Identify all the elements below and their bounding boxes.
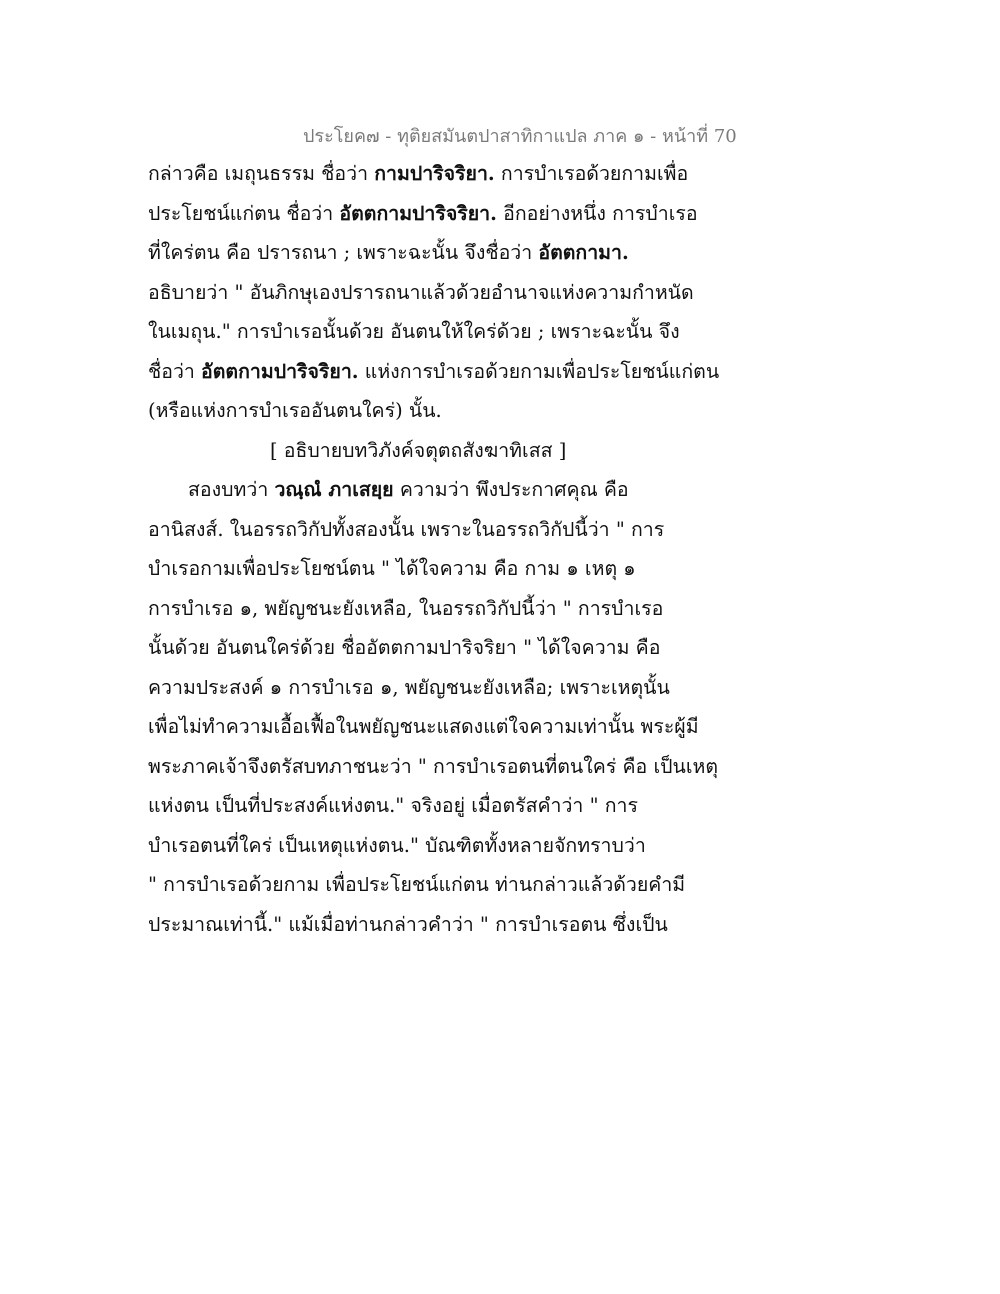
text-line: เพื่อไม่ทำความเอื้อเฟื้อในพยัญชนะแสดงแต่ใจความเท่านั้น พระผู้มี xyxy=(148,715,699,738)
text-line: บำเรอตนที่ใคร่ เป็นเหตุแห่งตน." บัณฑิตทั้งหลายจักทราบว่า xyxy=(148,833,646,857)
section-heading: [ อธิบายบทวิภังค์จตุตถสังฆาทิเสส ] xyxy=(270,438,567,462)
text-line: " การบำเรอด้วยกาม เพื่อประโยชน์แก่ตน ท่านกล่าวแล้วด้วยคำมี xyxy=(148,873,686,896)
text-line: นั้นด้วย อันตนใคร่ด้วย ชื่ออัตตกามปาริจริยา " ได้ใจความ คือ xyxy=(148,636,661,659)
text-line: ในเมถุน." การบำเรอนั้นด้วย อันตนให้ใคร่ด้วย ; เพราะฉะนั้น จึง xyxy=(148,320,680,343)
text-line: บำเรอกามเพื่อประโยชน์ตน " ได้ใจความ คือ กาม ๑ เหตุ ๑ xyxy=(148,557,636,580)
text-line: ที่ใคร่ตน คือ ปรารถนา ; เพราะฉะนั้น จึงชื่อว่า อัตตกามา. xyxy=(148,241,629,264)
text-line: ประมาณเท่านี้." แม้เมื่อท่านกล่าวคำว่า " การบำเรอตน ซึ่งเป็น xyxy=(148,912,668,936)
text-line: ประโยชน์แก่ตน ชื่อว่า อัตตกามปาริจริยา. อีกอย่างหนึ่ง การบำเรอ xyxy=(148,201,698,225)
body-text xyxy=(148,154,720,944)
text-line: ความประสงค์ ๑ การบำเรอ ๑, พยัญชนะยังเหลือ; เพราะเหตุนั้น xyxy=(148,675,670,699)
text-line: แห่งตน เป็นที่ประสงค์แห่งตน." จริงอยู่ เมื่อตรัสคำว่า " การ xyxy=(148,794,638,817)
text-line: อธิบายว่า " อันภิกษุเองปรารถนาแล้วด้วยอำนาจแห่งความกำหนัด xyxy=(148,280,694,304)
text-line: อานิสงส์. ในอรรถวิกัปทั้งสองนั้น เพราะในอรรถวิกัปนี้ว่า " การ xyxy=(148,517,665,541)
page-header: ประโยค๗ - ทุติยสมันตปาสาทิกาแปล ภาค ๑ - หน้าที่ 70 xyxy=(303,126,737,147)
text-line: ชื่อว่า อัตตกามปาริจริยา. แห่งการบำเรอด้วยกามเพื่อประโยชน์แก่ตน xyxy=(148,359,720,383)
text-line: พระภาคเจ้าจึงตรัสบทภาชนะว่า " การบำเรอตนที่ตนใคร่ คือ เป็นเหตุ xyxy=(148,754,719,778)
text-line: กล่าวคือ เมถุนธรรม ชื่อว่า กามปาริจริยา. การบำเรอด้วยกามเพื่อ xyxy=(148,162,689,185)
text-line: การบำเรอ ๑, พยัญชนะยังเหลือ, ในอรรถวิกัปนี้ว่า " การบำเรอ xyxy=(148,596,664,620)
text-line: สองบทว่า วณฺณํ ภาเสยฺย ความว่า พึงประกาศคุณ คือ xyxy=(188,478,629,501)
text-line: (หรือแห่งการบำเรออันตนใคร่) นั้น. xyxy=(148,399,442,422)
